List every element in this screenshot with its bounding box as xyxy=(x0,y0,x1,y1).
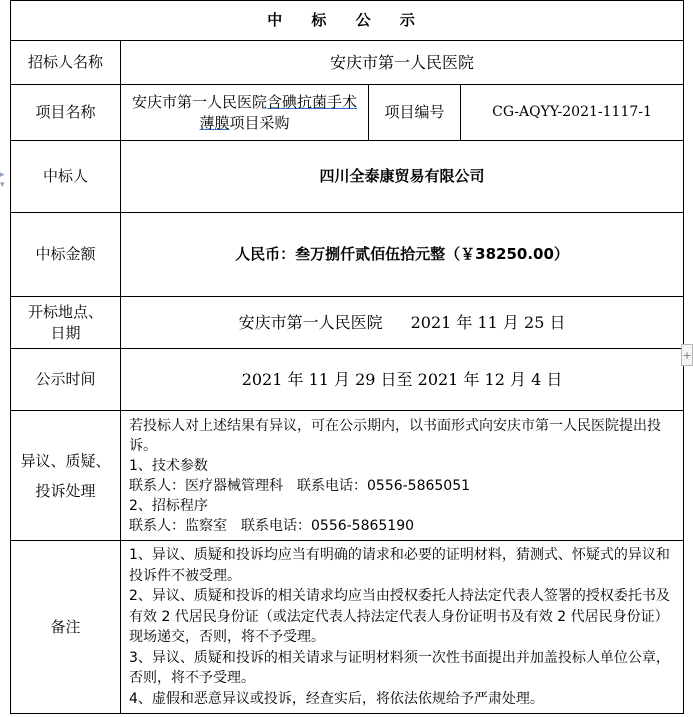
remarks-line: 4、虚假和恶意异议或投诉，经查实后，将依法依规给予严肃处理。 xyxy=(129,690,544,707)
objection-line: 联系人：监察室 联系电话：0556-5865190 xyxy=(129,517,415,534)
publicity-label: 公示时间 xyxy=(11,349,121,411)
objection-line: 1、技术参数 xyxy=(129,457,208,474)
award-notice-table xyxy=(10,0,684,714)
tenderer-label: 招标人名称 xyxy=(11,41,121,85)
anchor-arrow-icon[interactable]: ▸ ▾ xyxy=(0,170,5,190)
opening-place: 安庆市第一人民医院 xyxy=(238,313,383,332)
amount-row xyxy=(11,213,684,297)
project-name-suffix: 项目采购 xyxy=(229,113,290,132)
remarks-row xyxy=(11,541,684,714)
opening-label-line2: 日期 xyxy=(50,323,81,342)
project-name-label: 项目名称 xyxy=(11,85,121,141)
publicity-row xyxy=(11,349,684,411)
objection-line: 若投标人对上述结果有异议，可在公示期内，以书面形式向安庆市第一人民医院提出投诉。 xyxy=(129,417,661,454)
winner-row xyxy=(11,141,684,213)
project-number-label: 项目编号 xyxy=(369,85,461,141)
project-name-prefix: 安庆市第一人民医院 xyxy=(131,92,267,111)
project-name-value xyxy=(121,85,369,141)
add-row-button[interactable]: + xyxy=(681,344,693,366)
remarks-label: 备注 xyxy=(11,541,121,714)
opening-label xyxy=(11,297,121,349)
objection-line: 2、招标程序 xyxy=(129,497,208,514)
winner-label: 中标人 xyxy=(11,141,121,213)
opening-date: 2021 年 11 月 25 日 xyxy=(410,313,566,332)
opening-row xyxy=(11,297,684,349)
objection-label-line2: 投诉处理 xyxy=(35,481,96,500)
amount-value: 人民币：叁万捌仟贰佰伍拾元整（￥38250.00） xyxy=(121,213,684,297)
project-number-value: CG-AQYY-2021-1117-1 xyxy=(461,85,684,141)
project-name-underlined: 含碘抗菌手术薄膜 xyxy=(199,92,358,132)
remarks-content xyxy=(121,541,684,714)
title-row xyxy=(11,1,684,41)
remarks-line: 1、异议、质疑和投诉均应当有明确的请求和必要的证明材料，猜测式、怀疑式的异议和投诉件不被受理。 xyxy=(129,547,670,584)
opening-label-line1: 开标地点、 xyxy=(27,302,103,321)
objection-label xyxy=(11,411,121,541)
remarks-line: 3、异议、质疑和投诉的相关请求与证明材料须一次性书面提出并加盖投标人单位公章，否则，将不予受理。 xyxy=(129,649,670,686)
amount-label: 中标金额 xyxy=(11,213,121,297)
objection-label-line1: 异议、质疑、 xyxy=(20,451,111,470)
winner-value: 四川全泰康贸易有限公司 xyxy=(121,141,684,213)
publicity-value: 2021 年 11 月 29 日至 2021 年 12 月 4 日 xyxy=(121,349,684,411)
opening-value xyxy=(121,297,684,349)
remarks-line: 2、异议、质疑和投诉的相关请求均应当由授权委托人持法定代表人签署的授权委托书及有效 2 代居民身份证（或法定代表人持法定代表人身份证明书及有效 2 代居民身份证）现场递交，否则，将不予受理。 xyxy=(129,588,670,645)
objection-line: 联系人：医疗器械管理科 联系电话：0556-5865051 xyxy=(129,477,471,494)
objection-row xyxy=(11,411,684,541)
tenderer-row xyxy=(11,41,684,85)
objection-content xyxy=(121,411,684,541)
project-row xyxy=(11,85,684,141)
notice-title: 中 标 公 示 xyxy=(11,1,684,41)
tenderer-value: 安庆市第一人民医院 xyxy=(121,41,684,85)
